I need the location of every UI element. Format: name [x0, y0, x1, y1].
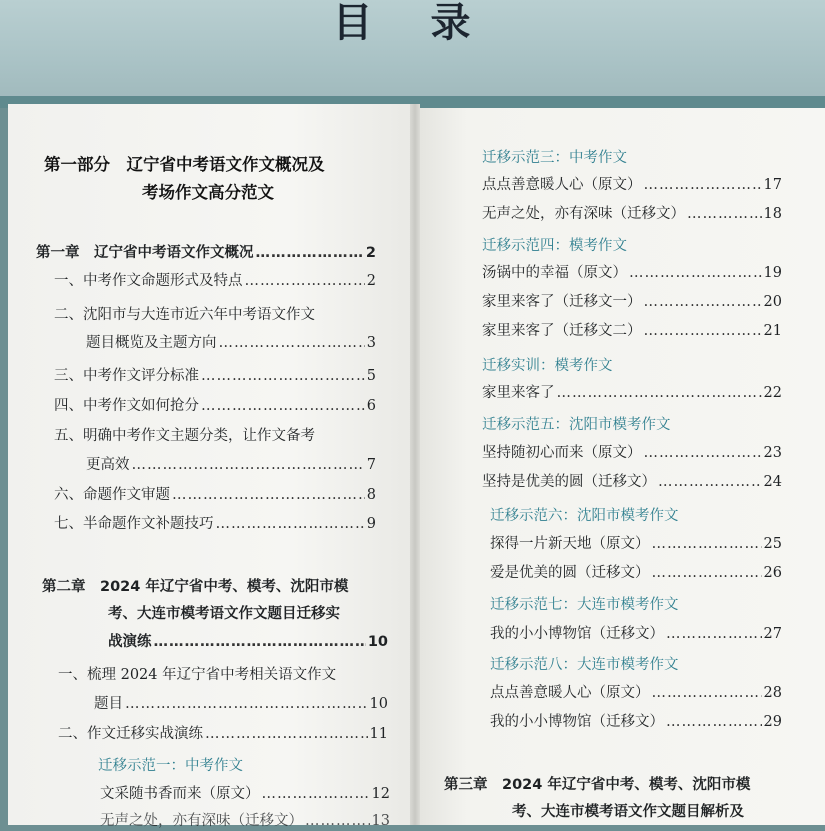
toc-item[interactable]	[86, 333, 376, 353]
toc-item-text: 家里来客了（迁移文一）	[482, 294, 642, 310]
toc-page-number: 3	[366, 335, 376, 351]
toc-chapter-1[interactable]	[36, 243, 376, 263]
toc-page-number: 2	[365, 245, 376, 261]
toc-item-text: 文采随书香而来（原文）	[100, 786, 260, 802]
leader-dots	[219, 333, 365, 353]
toc-section-heading: 迁移示范六：沈阳市模考作文	[490, 508, 679, 524]
toc-page-number: 17	[763, 177, 782, 193]
leader-dots	[666, 624, 762, 644]
toc-item[interactable]	[490, 712, 782, 732]
toc-item[interactable]	[100, 784, 390, 804]
toc-item-text: 坚持随初心而来（原文）	[482, 445, 642, 461]
toc-item-text: 汤锅中的幸福（原文）	[482, 265, 627, 281]
part-title-line2: 考场作文高分范文	[142, 183, 274, 202]
toc-chapter-3-line2	[512, 802, 744, 822]
leader-dots	[256, 243, 364, 263]
toc-page-number: 8	[366, 487, 376, 503]
toc-item[interactable]	[54, 271, 376, 291]
leader-dots	[216, 514, 365, 534]
toc-page-number: 28	[763, 685, 782, 701]
leader-dots	[644, 292, 762, 312]
toc-item-text: 我的小小博物馆（迁移文）	[490, 626, 664, 642]
toc-section-heading: 迁移示范五：沈阳市模考作文	[482, 417, 671, 433]
leader-dots	[245, 271, 365, 291]
toc-item-text: 坚持是优美的圆（迁移文）	[482, 474, 656, 490]
toc-page-number: 2	[366, 273, 376, 289]
toc-page-number: 18	[763, 206, 782, 222]
toc-page-number: 10	[367, 634, 388, 650]
toc-chapter-2-label: 第二章 2024 年辽宁省中考、模考、沈阳市模	[42, 579, 349, 595]
leader-dots	[154, 632, 366, 652]
toc-item[interactable]	[54, 366, 376, 386]
toc-page-number: 13	[371, 813, 390, 829]
toc-page-number: 10	[369, 696, 388, 712]
toc-item[interactable]	[54, 305, 376, 325]
toc-page-number: 27	[763, 626, 782, 642]
toc-item-text: 四、中考作文如何抢分	[54, 398, 199, 414]
leader-dots	[644, 443, 762, 463]
toc-page-number: 12	[371, 786, 390, 802]
toc-item-text: 题目	[94, 696, 123, 712]
toc-item[interactable]	[482, 321, 782, 341]
leader-dots	[658, 472, 762, 492]
toc-item[interactable]	[86, 455, 376, 475]
leader-dots	[644, 175, 762, 195]
toc-item[interactable]	[482, 175, 782, 195]
toc-item[interactable]	[490, 624, 782, 644]
toc-chapter-2-label-end: 战演练	[108, 634, 152, 650]
part-title-line1: 第一部分 辽宁省中考语文作文概况及	[44, 155, 325, 174]
toc-page-number: 23	[763, 445, 782, 461]
leader-dots	[652, 534, 762, 554]
toc-section-heading: 迁移示范八：大连市模考作文	[490, 657, 679, 673]
toc-item-text: 题目概览及主题方向	[86, 335, 217, 351]
toc-item-text: 爱是优美的圆（迁移文）	[490, 565, 650, 581]
toc-item-text: 家里来客了（迁移文二）	[482, 323, 642, 339]
toc-page-number: 21	[763, 323, 782, 339]
toc-section-heading: 迁移示范七：大连市模考作文	[490, 597, 679, 613]
leader-dots	[172, 485, 365, 505]
toc-item-text: 一、中考作文命题形式及特点	[54, 273, 243, 289]
toc-item-text: 点点善意暖人心（原文）	[490, 685, 650, 701]
leader-dots	[557, 383, 762, 403]
toc-section-heading: 迁移示范四：模考作文	[482, 238, 627, 254]
toc-page-number: 7	[366, 457, 376, 473]
header-band	[0, 0, 825, 106]
toc-page-number: 24	[763, 474, 782, 490]
toc-section-heading: 迁移实训：模考作文	[482, 358, 613, 374]
toc-item[interactable]	[482, 263, 782, 283]
leader-dots	[652, 563, 762, 583]
leader-dots	[644, 321, 762, 341]
toc-item[interactable]	[58, 665, 388, 685]
toc-item[interactable]	[100, 811, 390, 831]
toc-page-number: 11	[369, 726, 388, 742]
toc-page-number: 5	[366, 368, 376, 384]
leader-dots	[652, 683, 762, 703]
toc-item-text: 三、中考作文评分标准	[54, 368, 199, 384]
toc-chapter-3-label-cont: 考、大连市模考语文作文题目解析及	[512, 804, 744, 820]
toc-item[interactable]	[54, 485, 376, 505]
toc-chapter-3-line1[interactable]	[444, 775, 750, 795]
page-title: 目 录	[332, 0, 493, 46]
toc-item[interactable]	[482, 383, 782, 403]
toc-item[interactable]	[54, 426, 376, 446]
leader-dots	[132, 455, 365, 475]
toc-section-heading: 迁移示范一：中考作文	[98, 758, 243, 774]
toc-chapter-2-line1[interactable]	[42, 577, 348, 597]
toc-item[interactable]	[490, 683, 782, 703]
leader-dots	[629, 263, 762, 283]
toc-page-number: 29	[763, 714, 782, 730]
toc-chapter-2-line3[interactable]	[108, 632, 388, 652]
toc-item-text: 五、明确中考作文主题分类，让作文备考	[54, 428, 315, 444]
toc-item-text: 六、命题作文审题	[54, 487, 170, 503]
toc-item-text: 无声之处，亦有深味（迁移文）	[100, 813, 303, 829]
toc-item-text: 二、沈阳市与大连市近六年中考语文作文	[54, 307, 315, 323]
toc-item[interactable]	[490, 563, 782, 583]
leader-dots	[305, 811, 370, 831]
toc-item-text: 家里来客了	[482, 385, 555, 401]
toc-item-text: 我的小小博物馆（迁移文）	[490, 714, 664, 730]
toc-item[interactable]	[58, 724, 388, 744]
leader-dots	[205, 724, 368, 744]
toc-page-number: 6	[366, 398, 376, 414]
toc-section-heading: 迁移示范三：中考作文	[482, 150, 627, 166]
toc-item[interactable]	[54, 396, 376, 416]
toc-item-text: 无声之处，亦有深味（迁移文）	[482, 206, 685, 222]
toc-chapter-2-label-cont: 考、大连市模考语文作文题目迁移实	[108, 606, 340, 622]
toc-item[interactable]	[482, 204, 782, 224]
toc-page-number: 26	[763, 565, 782, 581]
toc-page-number: 20	[763, 294, 782, 310]
toc-page-number: 22	[763, 385, 782, 401]
toc-item-text: 点点善意暖人心（原文）	[482, 177, 642, 193]
leader-dots	[201, 366, 365, 386]
toc-item-text: 探得一片新天地（原文）	[490, 536, 650, 552]
toc-chapter-2-line2	[108, 604, 340, 624]
toc-page-number: 19	[763, 265, 782, 281]
toc-item-text: 二、作文迁移实战演练	[58, 726, 203, 742]
toc-item-text: 一、梳理 2024 年辽宁省中考相关语文作文	[58, 667, 337, 683]
leader-dots	[262, 784, 370, 804]
toc-item[interactable]	[490, 534, 782, 554]
toc-item[interactable]	[54, 514, 376, 534]
leader-dots	[125, 694, 368, 714]
leader-dots	[687, 204, 762, 224]
toc-item[interactable]	[94, 694, 388, 714]
leader-dots	[666, 712, 762, 732]
toc-page-number: 9	[366, 516, 376, 532]
toc-page-number: 25	[763, 536, 782, 552]
toc-item[interactable]	[482, 472, 782, 492]
toc-item[interactable]	[482, 443, 782, 463]
toc-chapter-1-label: 第一章 辽宁省中考语文作文概况	[36, 245, 254, 261]
toc-item-text: 更高效	[86, 457, 130, 473]
leader-dots	[201, 396, 365, 416]
toc-item[interactable]	[482, 292, 782, 312]
book-gutter	[410, 104, 420, 825]
toc-item-text: 七、半命题作文补题技巧	[54, 516, 214, 532]
toc-chapter-3-label: 第三章 2024 年辽宁省中考、模考、沈阳市模	[444, 777, 751, 793]
